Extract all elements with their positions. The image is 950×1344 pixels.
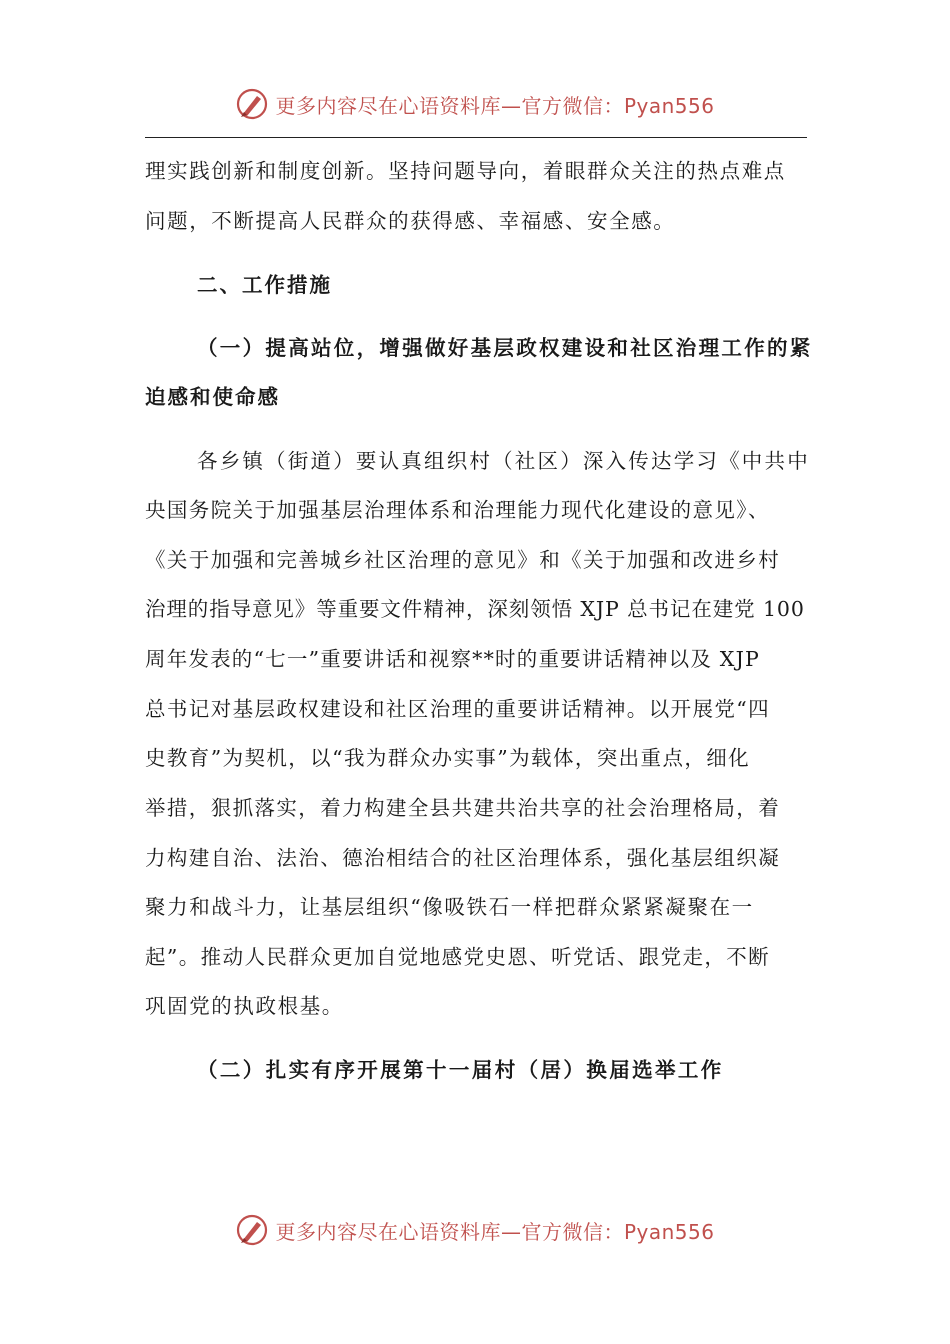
paragraph-line: 理实践创新和制度创新。坚持问题导向，着眼群众关注的热点难点 <box>145 159 786 183</box>
paragraph-line: 治理的指导意见》等重要文件精神，深刻领悟 XJP 总书记在建党 100 <box>145 597 805 621</box>
subsection-heading: （一）提高站位，增强做好基层政权建设和社区治理工作的紧 <box>197 336 813 360</box>
paragraph-line: 起”。推动人民群众更加自觉地感党史恩、听党话、跟党走，不断 <box>145 945 771 969</box>
footer-banner-text: 更多内容尽在心语资料库—官方微信：Pyan556 <box>275 1219 715 1244</box>
subsection-heading: （二）扎实有序开展第十一届村（居）换届选举工作 <box>197 1058 724 1082</box>
paragraph-line: 史教育”为契机，以“我为群众办实事”为载体，突出重点，细化 <box>145 746 751 770</box>
paragraph-line: 巩固党的执政根基。 <box>145 994 344 1018</box>
header-divider <box>145 137 807 138</box>
paragraph-line: 各乡镇（街道）要认真组织村（社区）深入传达学习《中共中 <box>197 449 810 473</box>
paragraph-line: 总书记对基层政权建设和社区治理的重要讲话精神。以开展党“四 <box>145 697 771 721</box>
paragraph-line: 《关于加强和完善城乡社区治理的意见》和《关于加强和改进乡村 <box>145 548 781 572</box>
paragraph-line: 举措，狠抓落实，着力构建全县共建共治共享的社会治理格局，着 <box>145 796 781 820</box>
header-banner-text: 更多内容尽在心语资料库—官方微信：Pyan556 <box>275 93 715 118</box>
footer-banner <box>0 1210 950 1250</box>
paragraph-line: 聚力和战斗力，让基层组织“像吸铁石一样把群众紧紧凝聚在一 <box>145 895 754 919</box>
header-banner <box>0 84 950 124</box>
section-heading: 二、工作措施 <box>197 273 332 297</box>
paragraph-line: 问题，不断提高人民群众的获得感、幸福感、安全感。 <box>145 209 676 233</box>
paragraph-line: 力构建自治、法治、德治相结合的社区治理体系，强化基层组织凝 <box>145 846 781 870</box>
paragraph-line: 央国务院关于加强基层治理体系和治理能力现代化建设的意见》、 <box>145 498 770 522</box>
pen-nib-icon <box>235 1213 269 1247</box>
subsection-heading-cont: 迫感和使命感 <box>145 385 280 409</box>
paragraph-line: 周年发表的“七一”重要讲话和视察**时的重要讲话精神以及 XJP <box>145 647 760 671</box>
pen-nib-icon <box>235 87 269 121</box>
